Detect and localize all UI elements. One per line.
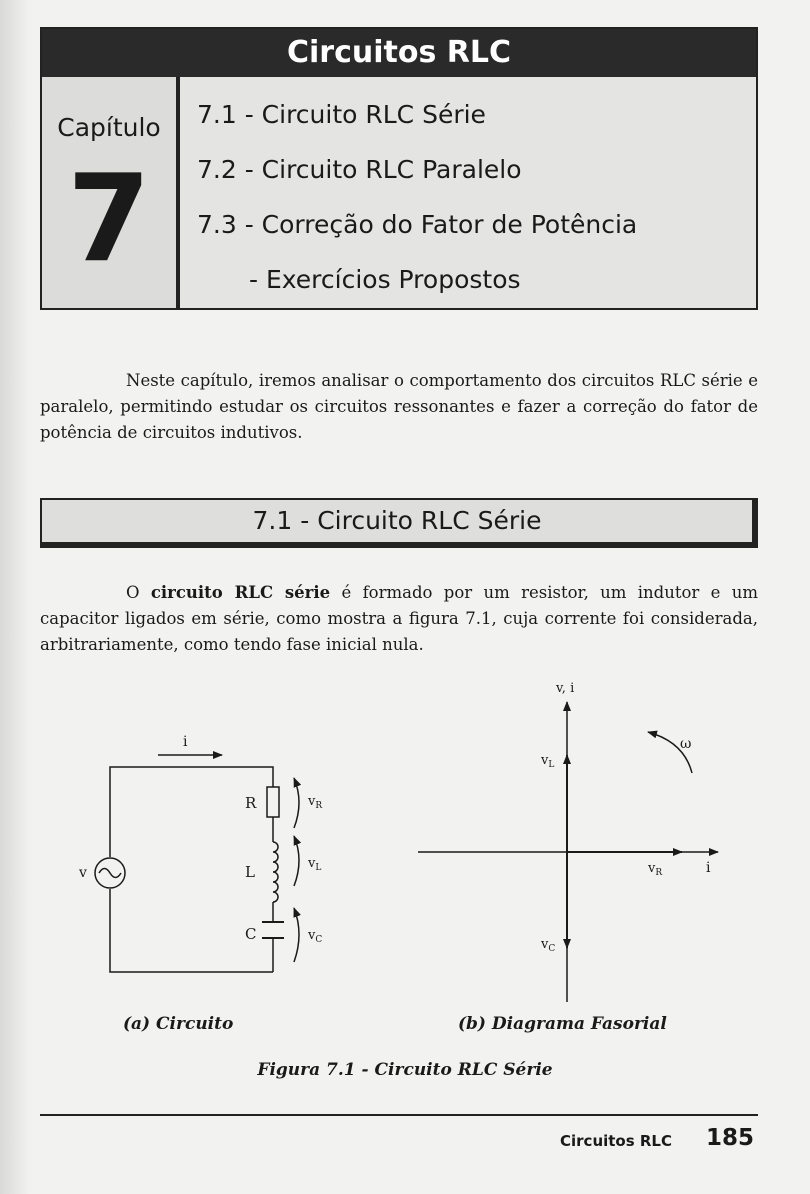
voltage-arrow-vc — [294, 908, 299, 962]
page-edge-shadow — [0, 0, 30, 1194]
vr-label: $v_R$ — [308, 794, 323, 811]
source-label: v — [79, 865, 87, 881]
inductor-symbol — [273, 842, 278, 902]
toc-item: 7.2 - Circuito RLC Paralelo — [197, 155, 522, 184]
caption-circuit: (a) Circuito — [123, 1014, 234, 1034]
intro-paragraph: Neste capítulo, iremos analisar o comportamento dos circuitos RLC série e paralelo, permitindo estudar os circuitos ressonantes e fazer a correção do fator de potência de circuitos indutivos. — [40, 371, 758, 442]
vl-label: $v_L$ — [308, 856, 322, 873]
chapter-title: Circuitos RLC — [42, 29, 756, 77]
body-text-start: O — [126, 583, 151, 602]
figure-7-1 — [0, 660, 810, 1010]
phasor-vr-label: $v_R$ — [648, 861, 663, 878]
chapter-label-panel — [42, 77, 180, 308]
body-text-bold: circuito RLC série — [150, 583, 331, 602]
toc-item: - Exercícios Propostos — [249, 265, 521, 294]
capacitor-label: C — [245, 925, 257, 943]
resistor-symbol — [267, 787, 279, 817]
toc-item: 7.1 - Circuito RLC Série — [197, 100, 486, 129]
phasor-diagram — [418, 702, 718, 1002]
body-text-end: é formado por um resistor, um indutor e um capacitor ligados em série, como mostra a figura 7.1, cuja corrente foi considerada, arbitrariamente, como tendo fase inicial nula. — [40, 583, 758, 654]
x-axis-label: i — [706, 860, 711, 876]
section-heading: 7.1 - Circuito RLC Série — [40, 498, 758, 548]
toc-item: 7.3 - Correção do Fator de Potência — [197, 210, 638, 239]
figure-caption: Figura 7.1 - Circuito RLC Série — [257, 1060, 553, 1080]
vc-label: $v_C$ — [308, 928, 323, 945]
current-label: i — [183, 734, 188, 750]
resistor-label: R — [245, 794, 257, 812]
caption-phasor: (b) Diagrama Fasorial — [458, 1014, 667, 1034]
chapter-label: Capítulo — [57, 113, 161, 142]
body-paragraph — [40, 580, 758, 658]
omega-label: ω — [680, 736, 692, 752]
phasor-vl-label: $v_L$ — [541, 753, 555, 770]
voltage-arrow-vr — [294, 778, 299, 828]
footer-rule — [40, 1114, 758, 1116]
ac-source-symbol — [95, 858, 125, 888]
page-number: 185 — [706, 1125, 755, 1151]
circuit-diagram — [95, 755, 299, 972]
voltage-arrow-vl — [294, 836, 299, 886]
chapter-contents — [197, 87, 637, 307]
chapter-header — [40, 27, 758, 310]
phasor-vc-label: $v_C$ — [541, 937, 556, 954]
inductor-label: L — [245, 863, 255, 881]
footer-title: Circuitos RLC — [560, 1132, 673, 1150]
chapter-number: 7 — [67, 150, 151, 289]
y-axis-label: v, i — [556, 681, 575, 696]
capacitor-symbol — [262, 922, 284, 938]
